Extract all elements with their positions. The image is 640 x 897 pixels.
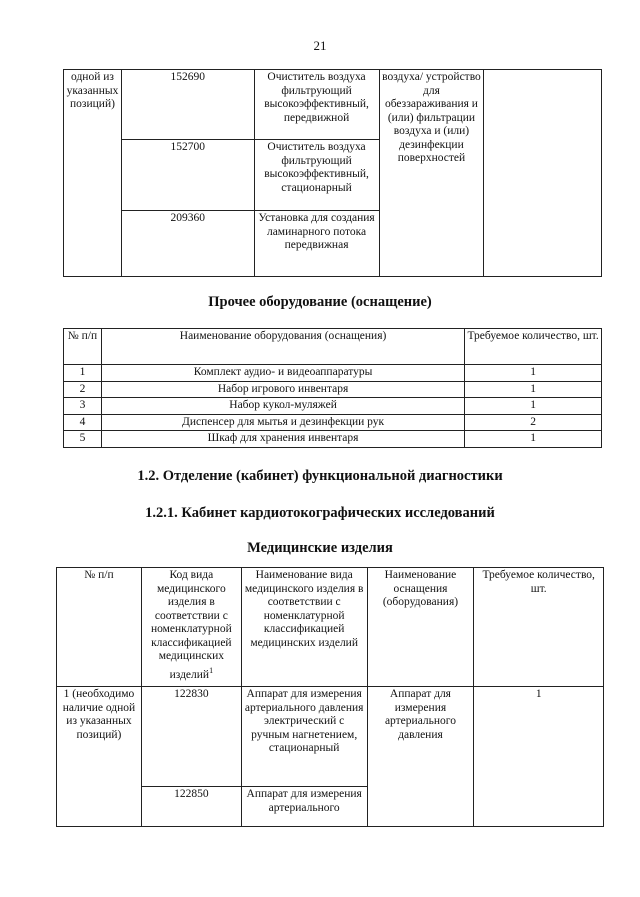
table-row bbox=[64, 365, 602, 382]
code-cell: 122850 bbox=[141, 787, 241, 827]
table-row bbox=[64, 431, 602, 448]
header-code-text: Код вида медицинского изделия в соответствии с номенклатурной классификацией медицинских изделий bbox=[150, 569, 232, 681]
table-row bbox=[64, 381, 602, 398]
condition-cell: одной из указанных позиций) bbox=[64, 70, 122, 277]
row-num: 2 bbox=[64, 381, 102, 398]
row-name: Шкаф для хранения инвентаря bbox=[101, 431, 464, 448]
row-qty: 1 bbox=[465, 431, 602, 448]
row-name: Комплект аудио- и видеоаппаратуры bbox=[101, 365, 464, 382]
row-name: Диспенсер для мытья и дезинфекции рук bbox=[101, 414, 464, 431]
heading-ctg-room: 1.2.1. Кабинет кардиотокографических исследований bbox=[145, 505, 495, 521]
header-name: Наименование вида медицинского изделия в соответствии с номенклатурной классификацией медицинских изделий bbox=[241, 568, 367, 687]
code-cell: 209360 bbox=[121, 211, 254, 277]
header-code bbox=[141, 568, 241, 687]
section-title-medical-devices: Медицинские изделия bbox=[247, 540, 393, 556]
row-qty: 1 bbox=[465, 381, 602, 398]
quantity-cell: 1 bbox=[474, 687, 604, 827]
name-cell: Очиститель воздуха фильтрующий высокоэффективный, передвижной bbox=[254, 70, 379, 140]
header-qty: Требуемое количество, шт. bbox=[465, 329, 602, 365]
code-cell: 152690 bbox=[121, 70, 254, 140]
name-cell: Очиститель воздуха фильтрующий высокоэффективный, стационарный bbox=[254, 140, 379, 211]
header-num: № п/п bbox=[57, 568, 142, 687]
other-equipment-table bbox=[63, 328, 602, 448]
name-cell: Аппарат для измерения артериального давления электрический с ручным нагнетением, стационарный bbox=[241, 687, 367, 787]
row-num: 4 bbox=[64, 414, 102, 431]
row-num: 1 (необходимо наличие одной из указанных позиций) bbox=[57, 687, 142, 827]
equipment-cell: Аппарат для измерения артериального давления bbox=[367, 687, 474, 827]
row-name: Набор игрового инвентаря bbox=[101, 381, 464, 398]
table-row bbox=[64, 398, 602, 415]
name-cell: Аппарат для измерения артериального bbox=[241, 787, 367, 827]
medical-devices-table bbox=[56, 567, 604, 827]
footnote-mark: 1 bbox=[209, 665, 214, 675]
row-qty: 2 bbox=[465, 414, 602, 431]
row-num: 1 bbox=[64, 365, 102, 382]
header-name: Наименование оборудования (оснащения) bbox=[101, 329, 464, 365]
row-qty: 1 bbox=[465, 398, 602, 415]
row-name: Набор кукол-муляжей bbox=[101, 398, 464, 415]
heading-functional-diagnostics: 1.2. Отделение (кабинет) функциональной диагностики bbox=[137, 468, 503, 484]
code-cell: 122830 bbox=[141, 687, 241, 787]
table-row bbox=[64, 414, 602, 431]
code-cell: 152700 bbox=[121, 140, 254, 211]
row-num: 5 bbox=[64, 431, 102, 448]
header-num: № п/п bbox=[64, 329, 102, 365]
header-equipment: Наименование оснащения (оборудования) bbox=[367, 568, 474, 687]
section-title-other-equipment: Прочее оборудование (оснащение) bbox=[208, 294, 432, 310]
name-cell: Установка для создания ламинарного потока передвижная bbox=[254, 211, 379, 277]
row-num: 3 bbox=[64, 398, 102, 415]
header-qty: Требуемое количество, шт. bbox=[474, 568, 604, 687]
medical-devices-table-continued bbox=[63, 69, 602, 277]
page-number: 21 bbox=[313, 38, 327, 53]
quantity-cell bbox=[484, 70, 602, 277]
equipment-cell: воздуха/ устройство для обеззараживания и (или) фильтрации воздуха и (или) дезинфекции поверхностей bbox=[379, 70, 484, 277]
row-qty: 1 bbox=[465, 365, 602, 382]
